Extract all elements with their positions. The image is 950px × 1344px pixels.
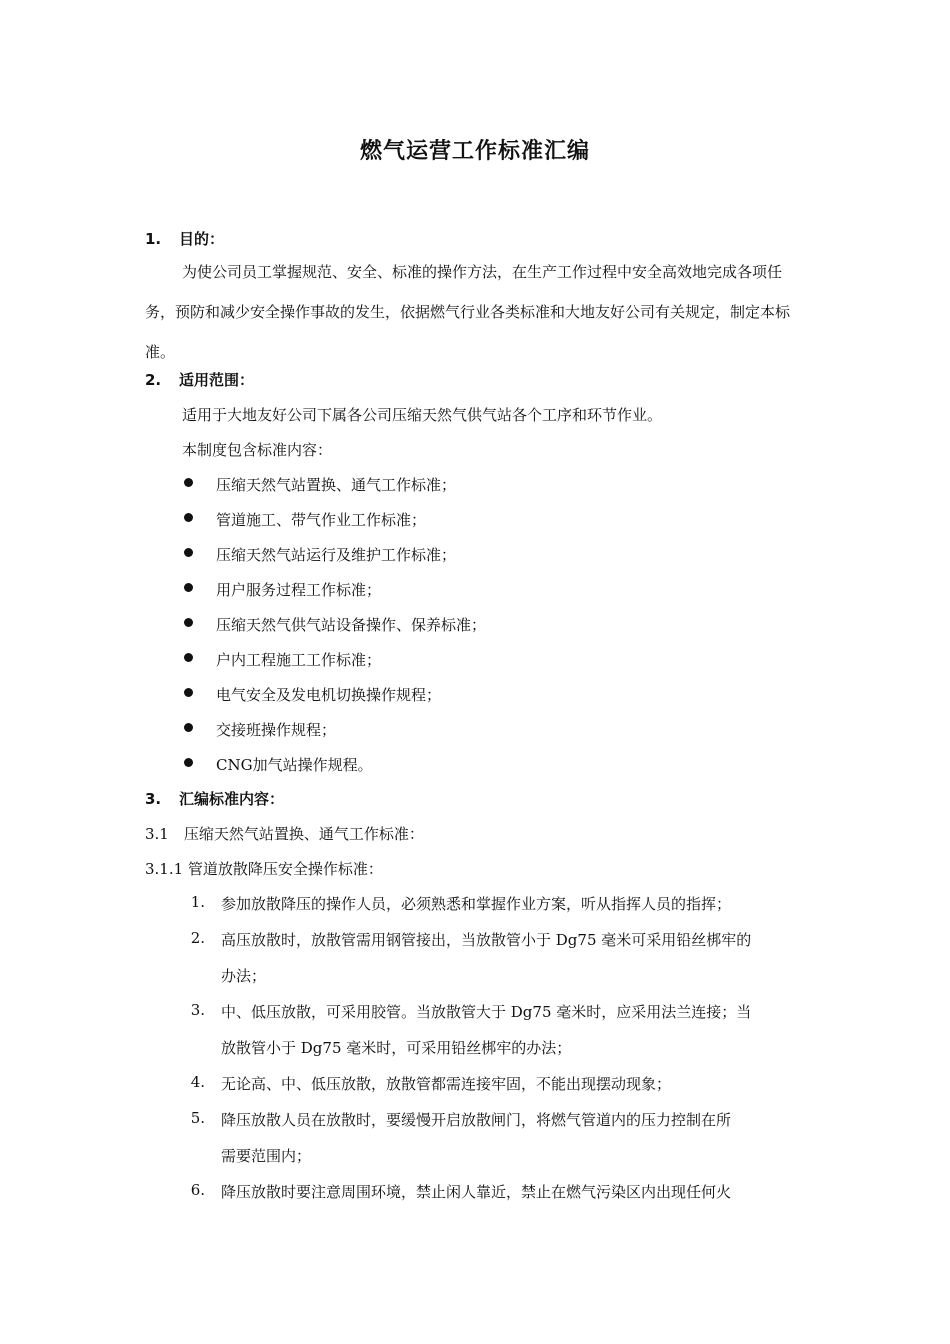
section-number: 3. (145, 790, 162, 808)
section-number: 1. (145, 230, 162, 248)
item-text-line: 中、低压放散，可采用胶管。当放散管大于 Dg75 毫米时，应采用法兰连接；当 (221, 1003, 752, 1021)
item-number: 1. (190, 893, 205, 911)
page-title: 燃气运营工作标准汇编 (359, 139, 590, 164)
bullet-item: 压缩天然气站运行及维护工作标准； (216, 546, 457, 564)
bullet-icon (184, 723, 193, 732)
bullet-icon (184, 548, 193, 557)
subsection-3-1: 3.1 压缩天然气站置换、通气工作标准： (145, 825, 424, 843)
scope-line: 适用于大地友好公司下属各公司压缩天然气供气站各个工序和环节作业。 (182, 406, 663, 424)
bullet-icon (184, 513, 193, 522)
item-number: 6. (190, 1181, 205, 1199)
bullet-item: 户内工程施工工作标准； (216, 651, 382, 669)
item-text-line: 降压放散时要注意周围环境，禁止闲人靠近，禁止在燃气污染区内出现任何火 (221, 1183, 732, 1201)
item-number: 2. (190, 929, 205, 947)
item-text-line: 需要范围内； (221, 1147, 312, 1165)
bullet-item: CNG加气站操作规程。 (216, 756, 373, 774)
item-text-line: 无论高、中、低压放散，放散管都需连接牢固，不能出现摆动现象； (221, 1075, 672, 1093)
item-number: 4. (190, 1073, 205, 1091)
section-1-paragraph (145, 252, 810, 372)
item-text-line: 降压放散人员在放散时，要缓慢开启放散闸门，将燃气管道内的压力控制在所 (221, 1111, 732, 1129)
bullet-icon (184, 653, 193, 662)
item-text-line: 高压放散时，放散管需用钢管接出，当放散管小于 Dg75 毫米可采用铅丝梆牢的 (221, 931, 752, 949)
bullet-item: 电气安全及发电机切换操作规程； (216, 686, 442, 704)
bullet-item: 交接班操作规程； (216, 721, 337, 739)
section-3-heading (145, 788, 284, 809)
bullet-item: 管道施工、带气作业工作标准； (216, 511, 427, 529)
section-number: 2. (145, 371, 162, 389)
section-title: 汇编标准内容： (179, 790, 285, 808)
section-1-heading (145, 228, 224, 249)
bullet-icon (184, 758, 193, 767)
item-text-line: 放散管小于 Dg75 毫米时，可采用铅丝梆牢的办法； (221, 1039, 572, 1057)
item-text-line: 办法； (221, 967, 267, 985)
bullet-item: 压缩天然气站置换、通气工作标准； (216, 476, 457, 494)
item-number: 3. (190, 1001, 205, 1019)
item-text-line: 参加放散降压的操作人员，必须熟悉和掌握作业方案，听从指挥人员的指挥； (221, 895, 732, 913)
bullet-item: 用户服务过程工作标准； (216, 581, 382, 599)
contents-intro: 本制度包含标准内容： (182, 441, 333, 459)
section-title: 目的： (179, 230, 225, 248)
item-number: 5. (190, 1109, 205, 1127)
section-2-heading (145, 369, 254, 390)
bullet-icon (184, 688, 193, 697)
bullet-icon (184, 478, 193, 487)
bullet-item: 压缩天然气供气站设备操作、保养标准； (216, 616, 487, 634)
bullet-icon (184, 583, 193, 592)
purpose-text: 为使公司员工掌握规范、安全、标准的操作方法，在生产工作过程中安全高效地完成各项任务，预防和减少安全操作事故的发生，依据燃气行业各类标准和大地友好公司有关规定，制定本标准。 (145, 263, 791, 361)
bullet-icon (184, 618, 193, 627)
section-title: 适用范围： (179, 371, 255, 389)
subsection-3-1-1: 3.1.1 管道放散降压安全操作标准： (145, 860, 383, 878)
